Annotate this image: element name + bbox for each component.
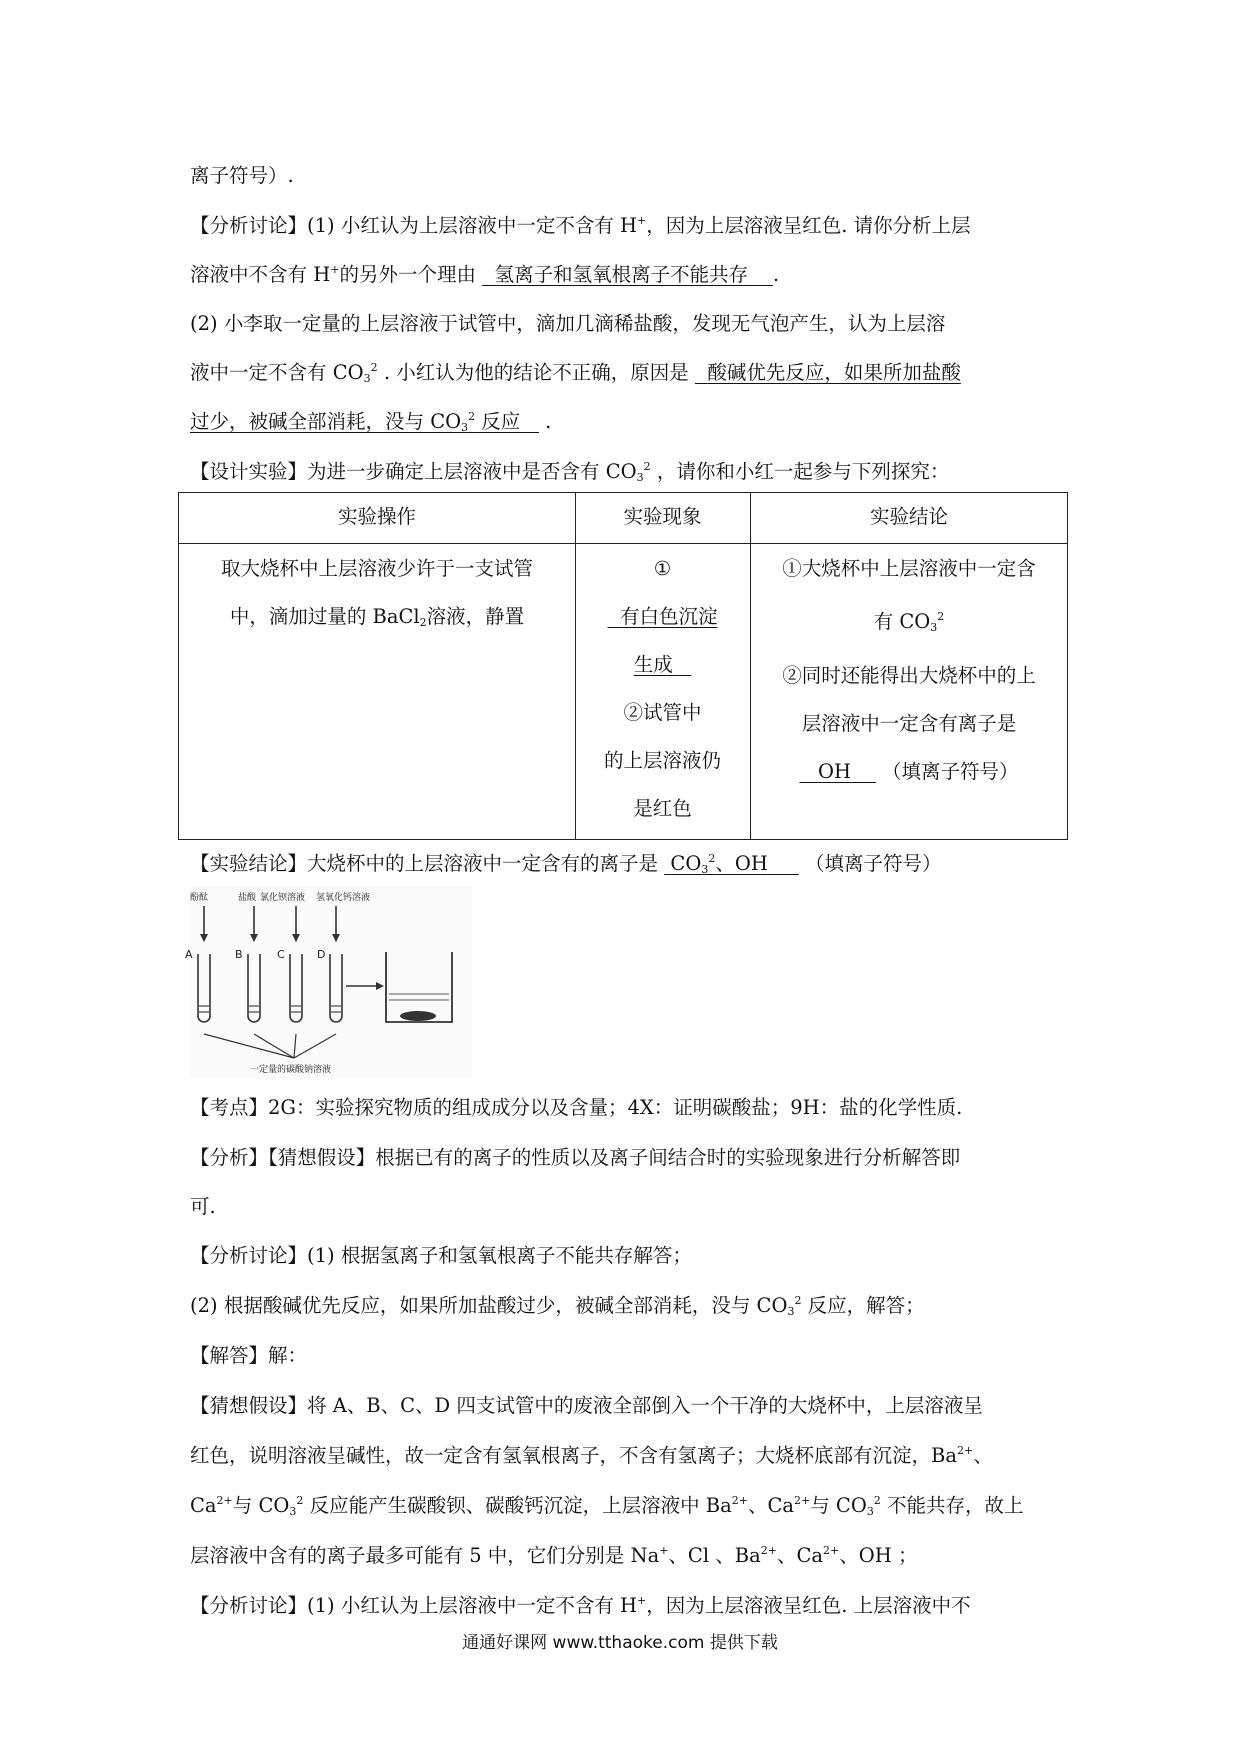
answer-underline: 有白色沉淀 (619, 605, 718, 628)
answer-underline: 过少，被碱全部消耗，没与 $CO_3^2$ 反应 (190, 410, 521, 434)
answer-underline: OH (818, 760, 852, 783)
label-bacl2: 氯化钡溶液 (260, 893, 306, 903)
label-caoh2: 氢氧化钙溶液 (316, 893, 371, 903)
text-line: 【考点】2G：实验探究物质的组成成分以及含量；4X：证明碳酸盐；9H：盐的化学性质. (190, 1096, 963, 1119)
experiment-table (178, 492, 1068, 840)
text-line: 【分析讨论】(1) 根据氢离子和氢氧根离子不能共存解答； (190, 1244, 692, 1267)
cell-phenomenon: ① 有白色沉淀 生成 ②试管中 的上层溶液仍 是红色 (603, 557, 721, 820)
text-line: 【分析讨论】(1) 小红认为上层溶液中一定不含有 H+，因为上层溶液呈红色. 请你分析上层 (190, 214, 971, 237)
text-line: 离子符号）. (190, 164, 294, 187)
text-line: $Ca^{2+}$与 $CO_3^2$ 反应能产生碳酸钡、碳酸钙沉淀，上层溶液中 $Ba^{2+}$、$Ca^{2+}$与 $CO_3^2$ 不能共存，故上 (190, 1494, 1024, 1518)
text-line: 【分析讨论】(1) 小红认为上层溶液中一定不含有 H+，因为上层溶液呈红色. 上层溶液中不 (190, 1594, 971, 1617)
text-line: (2) 小李取一定量的上层溶液于试管中，滴加几滴稀盐酸，发现无气泡产生，认为上层溶 (190, 312, 946, 335)
label-phenolphthalein: 酚酞 (190, 893, 209, 903)
text-line: (2) 根据酸碱优先反应，如果所加盐酸过少，被碱全部消耗，没与 $CO_3^2$ 反应，解答； (190, 1294, 925, 1318)
tube-label-b: B (235, 948, 243, 961)
label-hcl: 盐酸 (238, 893, 257, 903)
label-sodium-carbonate: 一定量的碳酸钠溶液 (250, 1065, 332, 1075)
text-line: 红色，说明溶液呈碱性，故一定含有氢氧根离子，不含有氢离子；大烧杯底部有沉淀，$Ba^{2+}$、 (190, 1444, 993, 1467)
text-line: 过少，被碱全部消耗，没与 $CO_3^2$ 反应 . (190, 410, 552, 434)
tube-label-d: D (317, 948, 326, 961)
text-line: 溶液中不含有 H+的另外一个理由 氢离子和氢氧根离子不能共存 . (190, 263, 780, 286)
tube-label-c: C (277, 948, 285, 961)
test-tube-diagram (185, 886, 472, 1078)
text-line: 【设计实验】为进一步确定上层溶液中是否含有 $CO_3^2$ ，请你和小红一起参与下列探究： (190, 460, 950, 484)
header-phenomenon: 实验现象 (623, 505, 702, 528)
header-operation: 实验操作 (337, 505, 416, 528)
text-line: 液中一定不含有 $CO_3^2$ . 小红认为他的结论不正确，原因是 酸碱优先反应，如果所加盐酸 (190, 361, 961, 385)
text-line: 可. (190, 1195, 216, 1218)
text-line: 【解答】解： (190, 1344, 308, 1367)
answer-underline: 氢离子和氢氧根离子不能共存 (494, 263, 749, 286)
text-line: 【分析】【猜想假设】根据已有的离子的性质以及离子间结合时的实验现象进行分析解答即 (190, 1146, 961, 1169)
text-line: 【猜想假设】将 A、B、C、D 四支试管中的废液全部倒入一个干净的大烧杯中，上层溶液呈 (190, 1394, 983, 1417)
answer-underline: $CO_3^2$、OH (670, 852, 768, 876)
answer-underline: 酸碱优先反应，如果所加盐酸 (707, 361, 961, 384)
text-line: 【实验结论】大烧杯中的上层溶液中一定含有的离子是 $CO_3^2$、OH （填离子符号） (190, 852, 942, 876)
header-conclusion: 实验结论 (869, 505, 948, 528)
cell-operation: 取大烧杯中上层溶液少许于一支试管 中，滴加过量的 BaCl$_2$溶液，静置 (220, 557, 533, 629)
answer-underline: 生成 (633, 653, 673, 676)
footer-source: 通通好课网 www.tthaoke.com 提供下载 (462, 1633, 778, 1653)
cell-conclusion: ①大烧杯中上层溶液中一定含 有 $CO_3^2$ ②同时还能得出大烧杯中的上 层溶液中一定含有离子是 OH （填离子符号） (782, 557, 1036, 783)
text-line: 层溶液中含有的离子最多可能有 5 中，它们分别是 Na+、Cl 、$Ba^{2+}$、$Ca^{2+}$、OH ； (190, 1544, 918, 1567)
tube-label-a: A (185, 948, 193, 961)
